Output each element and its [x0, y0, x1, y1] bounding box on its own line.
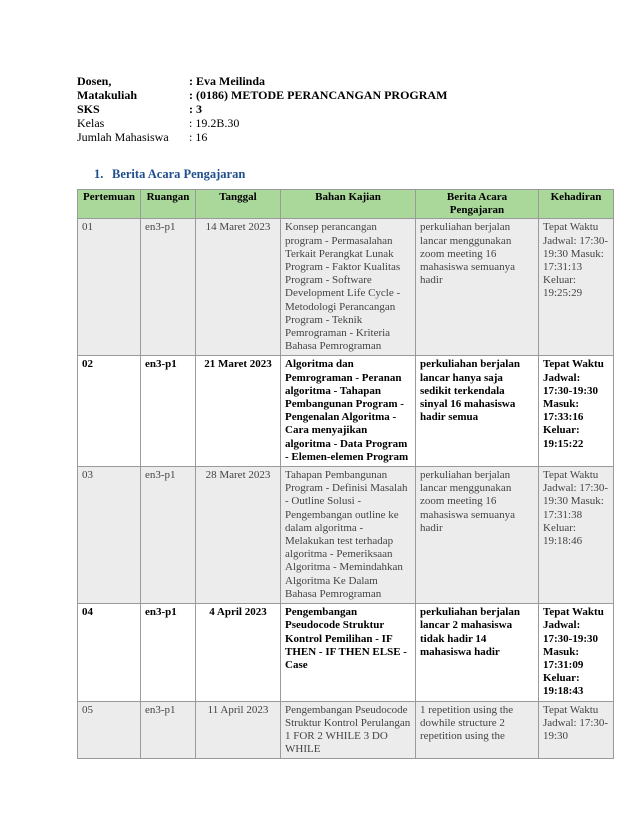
info-value: : 16: [189, 130, 208, 144]
cell-kehadiran: Tepat Waktu Jadwal: 17:30-19:30 Masuk: 17:33:16 Keluar: 19:15:22: [539, 356, 614, 467]
info-value: : (0186) METODE PERANCANGAN PROGRAM: [189, 88, 448, 102]
section-title: [94, 167, 245, 182]
header-kehadiran: Kehadiran: [539, 190, 614, 219]
cell-pertemuan: 02: [78, 356, 141, 467]
cell-tanggal: 28 Maret 2023: [196, 467, 281, 604]
cell-berita-acara: perkuliahan berjalan lancar 2 mahasiswa tidak hadir 14 mahasiswa hadir: [416, 604, 539, 701]
cell-berita-acara: perkuliahan berjalan lancar hanya saja sedikit terkendala sinyal 16 mahasiswa hadir semua: [416, 356, 539, 467]
course-info: [77, 74, 547, 144]
info-label: Jumlah Mahasiswa: [77, 130, 169, 144]
info-row-kelas: [77, 116, 547, 130]
table-row: [78, 701, 614, 759]
cell-kehadiran: Tepat Waktu Jadwal: 17:30-19:30 Masuk: 17:31:38 Keluar: 19:18:46: [539, 467, 614, 604]
info-row-dosen: [77, 74, 547, 88]
info-value: : 19.2B.30: [189, 116, 240, 130]
cell-ruangan: en3-p1: [141, 467, 196, 604]
cell-bahan-kajian: Konsep perancangan program - Permasalahan Terkait Perangkat Lunak Program - Faktor Kualitas Program - Software Development Life Cycle - Metodologi Perancangan Program - Teknik Pemrograman - Kriteria Bahasa Pemrograman: [281, 219, 416, 356]
table-row: [78, 219, 614, 356]
cell-berita-acara: perkuliahan berjalan lancar menggunakan zoom meeting 16 mahasiswa semuanya hadir: [416, 467, 539, 604]
info-label: Matakuliah: [77, 88, 138, 102]
cell-ruangan: en3-p1: [141, 356, 196, 467]
info-row-jumlah-mahasiswa: [77, 130, 547, 144]
table-row: [78, 467, 614, 604]
section-number: 1.: [94, 167, 104, 181]
cell-pertemuan: 05: [78, 701, 141, 759]
cell-ruangan: en3-p1: [141, 604, 196, 701]
cell-bahan-kajian: Algoritma dan Pemrograman - Peranan algoritma - Tahapan Pembangunan Program - Pengenalan Algoritma - Cara menyajikan algoritma - Data Program - Elemen-elemen Program: [281, 356, 416, 467]
cell-tanggal: 21 Maret 2023: [196, 356, 281, 467]
table-row: [78, 356, 614, 467]
info-value: : Eva Meilinda: [189, 74, 266, 88]
header-berita-acara: Berita Acara Pengajaran: [416, 190, 539, 219]
cell-bahan-kajian: Pengembangan Pseudocode Struktur Kontrol Perulangan 1 FOR 2 WHILE 3 DO WHILE: [281, 701, 416, 759]
cell-pertemuan: 04: [78, 604, 141, 701]
cell-kehadiran: Tepat Waktu Jadwal: 17:30-19:30 Masuk: 17:31:13 Keluar: 19:25:29: [539, 219, 614, 356]
info-value: : 3: [189, 102, 202, 116]
cell-bahan-kajian: Pengembangan Pseudocode Struktur Kontrol Pemilihan - IF THEN - IF THEN ELSE - Case: [281, 604, 416, 701]
cell-berita-acara: perkuliahan berjalan lancar menggunakan zoom meeting 16 mahasiswa semuanya hadir: [416, 219, 539, 356]
info-row-sks: [77, 102, 547, 116]
cell-tanggal: 14 Maret 2023: [196, 219, 281, 356]
cell-pertemuan: 03: [78, 467, 141, 604]
info-label: Dosen,: [77, 74, 112, 88]
berita-acara-table: [77, 189, 614, 759]
cell-bahan-kajian: Tahapan Pembangunan Program - Definisi Masalah - Outline Solusi - Pengembangan outline ke dalam algoritma - Melakukan test terhadap algoritma - Pemeriksaan Algoritma - Memindahkan Algoritma Ke Dalam Bahasa Pemrograman: [281, 467, 416, 604]
cell-ruangan: en3-p1: [141, 701, 196, 759]
cell-tanggal: 4 April 2023: [196, 604, 281, 701]
table-header-row: [78, 190, 614, 219]
section-title-text: Berita Acara Pengajaran: [112, 167, 246, 181]
header-ruangan: Ruangan: [141, 190, 196, 219]
cell-kehadiran: Tepat Waktu Jadwal: 17:30-19:30: [539, 701, 614, 759]
header-pertemuan: Pertemuan: [78, 190, 141, 219]
cell-ruangan: en3-p1: [141, 219, 196, 356]
cell-pertemuan: 01: [78, 219, 141, 356]
header-bahan-kajian: Bahan Kajian: [281, 190, 416, 219]
header-tanggal: Tanggal: [196, 190, 281, 219]
cell-kehadiran: Tepat Waktu Jadwal: 17:30-19:30 Masuk: 17:31:09 Keluar: 19:18:43: [539, 604, 614, 701]
table-row: [78, 604, 614, 701]
cell-tanggal: 11 April 2023: [196, 701, 281, 759]
info-row-matakuliah: [77, 88, 547, 102]
cell-berita-acara: 1 repetition using the dowhile structure 2 repetition using the: [416, 701, 539, 759]
info-label: SKS: [77, 102, 100, 116]
info-label: Kelas: [77, 116, 105, 130]
